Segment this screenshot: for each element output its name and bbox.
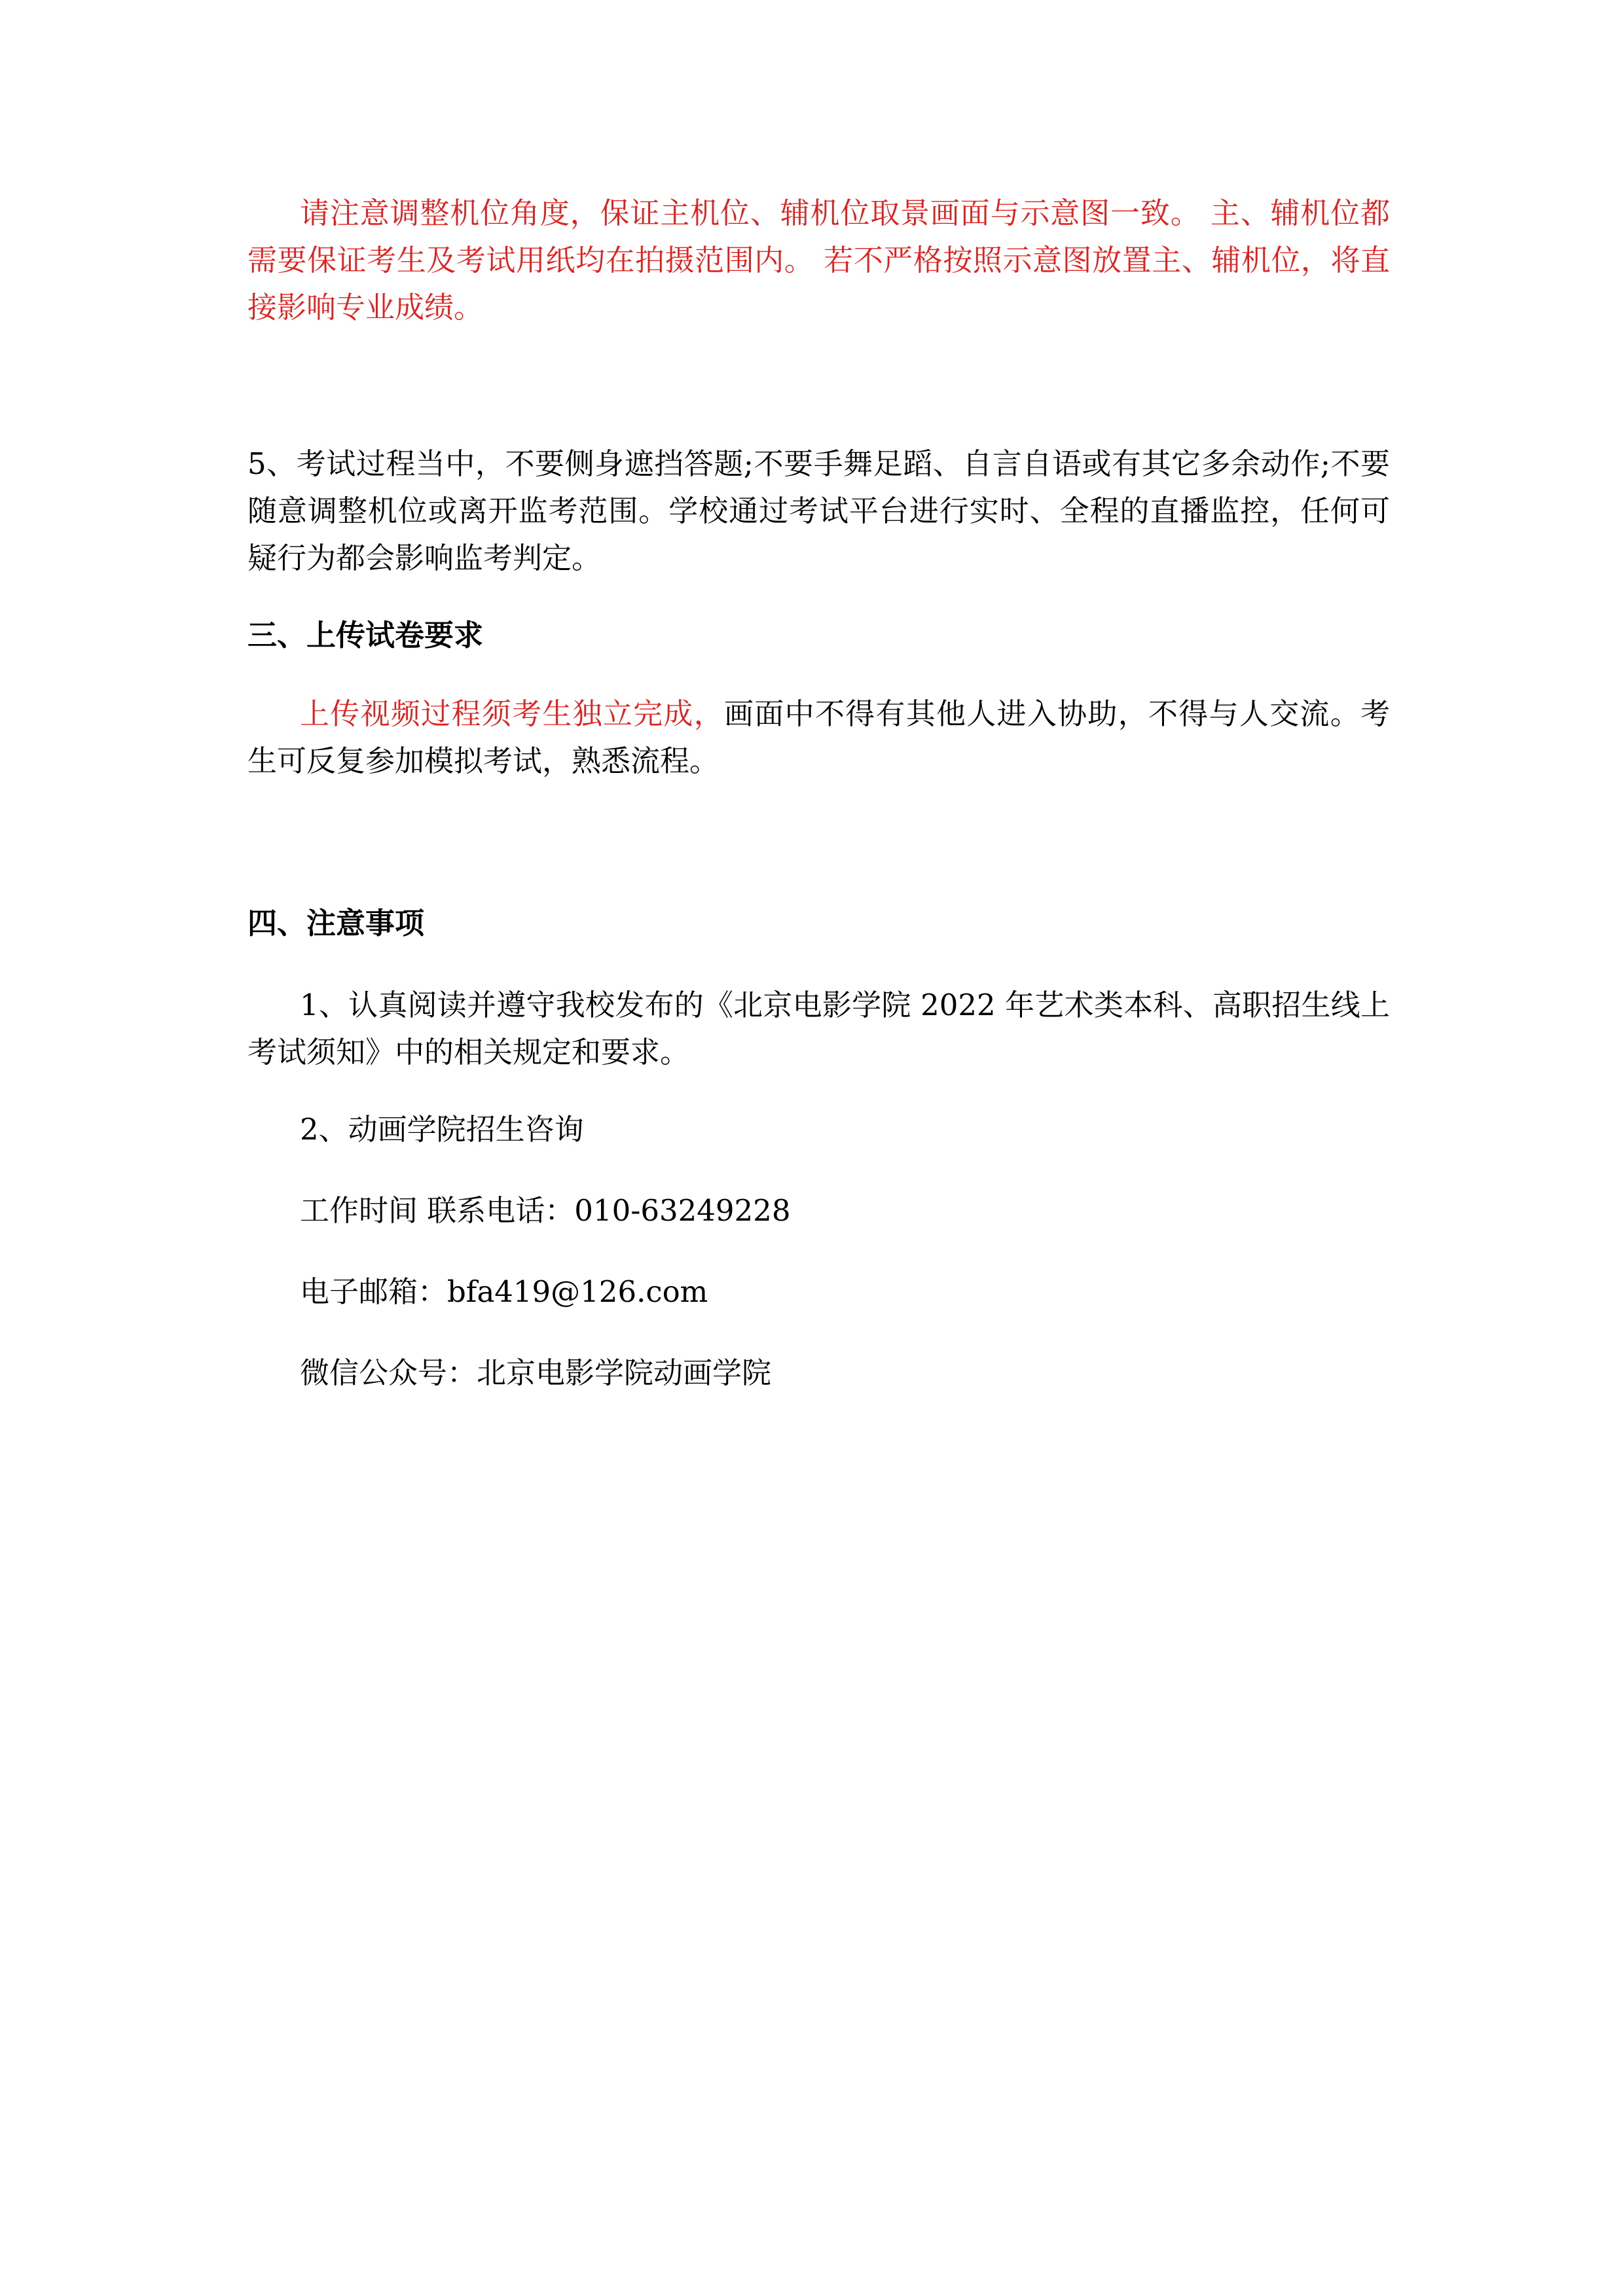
upload-requirement-text: 画面中不得有其他人进入协助，不得与人交流。考生可反复参加模拟考试，熟悉流程。 xyxy=(247,696,1390,778)
contact-email: 电子邮箱：bfa419@126.com xyxy=(300,1274,708,1309)
camera-position-note: 请注意调整机位角度，保证主机位、辅机位取景画面与示意图一致。 主、辅机位都需要保证考生及考试用纸均在拍摄范围内。 若不严格按照示意图放置主、辅机位，将直接影响专业成绩。 xyxy=(247,196,1390,325)
upload-requirement-paragraph xyxy=(247,691,1390,785)
section-3-heading: 三、上传试卷要求 xyxy=(247,618,484,653)
contact-wechat: 微信公众号：北京电影学院动画学院 xyxy=(300,1355,772,1390)
contact-phone: 工作时间 联系电话：010-63249228 xyxy=(300,1193,791,1228)
upload-requirement-emphasis: 上传视频过程须考生独立完成， xyxy=(300,696,724,731)
exam-conduct-item-5: 5、考试过程当中，不要侧身遮挡答题;不要手舞足蹈、自言自语或有其它多余动作;不要随意调整机位或离开监考范围。学校通过考试平台进行实时、全程的直播监控，任何可疑行为都会影响监考判定。 xyxy=(247,446,1390,575)
notice-item-1: 1、认真阅读并遵守我校发布的《北京电影学院 2022 年艺术类本科、高职招生线上考试须知》中的相关规定和要求。 xyxy=(247,988,1390,1069)
section-4-heading: 四、注意事项 xyxy=(247,906,425,941)
notice-item-2: 2、动画学院招生咨询 xyxy=(300,1112,584,1147)
